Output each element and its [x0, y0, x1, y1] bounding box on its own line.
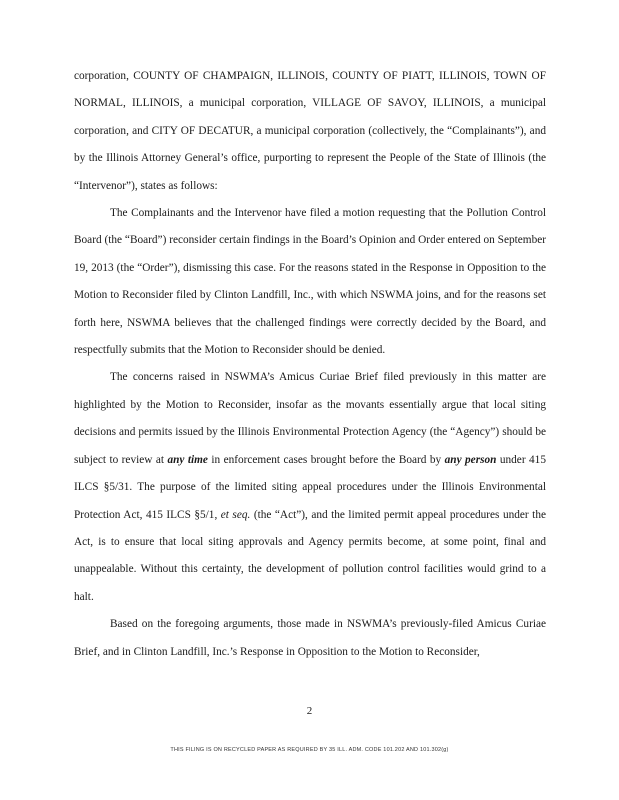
- emphasis-any-person: any person: [444, 453, 497, 466]
- paragraph-motion-text: The Complainants and the Intervenor have filed a motion requesting that the Pollution Control Board (the “Board”) reconsider certain findings in the Board’s Opinion and Order entered on September 19, 2013 (the “Order”), dismissing this case. For the reasons stated in the Response in Opposition to the Motion to Reconsider filed by Clinton Landfill, Inc., with which NSWMA joins, and for the reasons set forth here, NSWMA believes that the challenged findings were correctly decided by the Board, and respectfully submits that the Motion to Reconsider should be denied.: [74, 207, 546, 357]
- paragraph-concerns-text-2: in enforcement cases brought before the Board by: [207, 453, 445, 466]
- page-number: 2: [306, 705, 313, 717]
- paragraph-concerns-text-1: The concerns raised in NSWMA’s Amicus Curiae Brief filed previously in this matter are highlighted by the Motion to Reconsider, insofar as the movants essentially argue that local siting decisions and permits issued by the Illinois Environmental Protection Agency (the “Agency”) should be subject to review at: [74, 371, 546, 466]
- paragraph-based-on-foregoing: [74, 611, 546, 666]
- paragraph-intro-text: corporation, COUNTY OF CHAMPAIGN, ILLINOIS, COUNTY OF PIATT, ILLINOIS, TOWN OF NORMAL, ILLINOIS, a municipal corporation, VILLAGE OF SAVOY, ILLINOIS, a municipal corporation, and CITY OF DECATUR, a municipal corporation (collectively, the “Complainants”), and by the Illinois Attorney General’s office, purporting to represent the People of the State of Illinois (the “Intervenor”), states as follows:: [74, 70, 546, 192]
- recycled-paper-notice: THIS FILING IS ON RECYCLED PAPER AS REQUIRED BY 35 ILL. ADM. CODE 101.202 AND 101.302(g): [170, 747, 449, 753]
- paragraph-motion-to-reconsider: [74, 200, 546, 364]
- paragraph-concerns-text-3: under 415 ILCS §5/31. The purpose of the limited siting appeal procedures under the Illinois Environmental Protection Act, 415 ILCS §5/1,: [74, 453, 546, 521]
- paragraph-intro: [74, 63, 546, 200]
- emphasis-any-time: any time: [167, 453, 208, 466]
- paragraph-based-text: Based on the foregoing arguments, those made in NSWMA’s previously-filed Amicus Curiae Brief, and in Clinton Landfill, Inc.’s Response in Opposition to the Motion to Reconsider,: [74, 618, 546, 658]
- emphasis-et-seq: et seq.: [220, 508, 251, 521]
- paragraph-concerns: [74, 364, 546, 611]
- document-body: [74, 63, 546, 666]
- paragraph-concerns-text-4: (the “Act”), and the limited permit appeal procedures under the Act, is to ensure that local siting approvals and Agency permits become, at some point, final and unappealable. Without this certainty, the development of pollution control facilities would grind to a halt.: [74, 508, 546, 603]
